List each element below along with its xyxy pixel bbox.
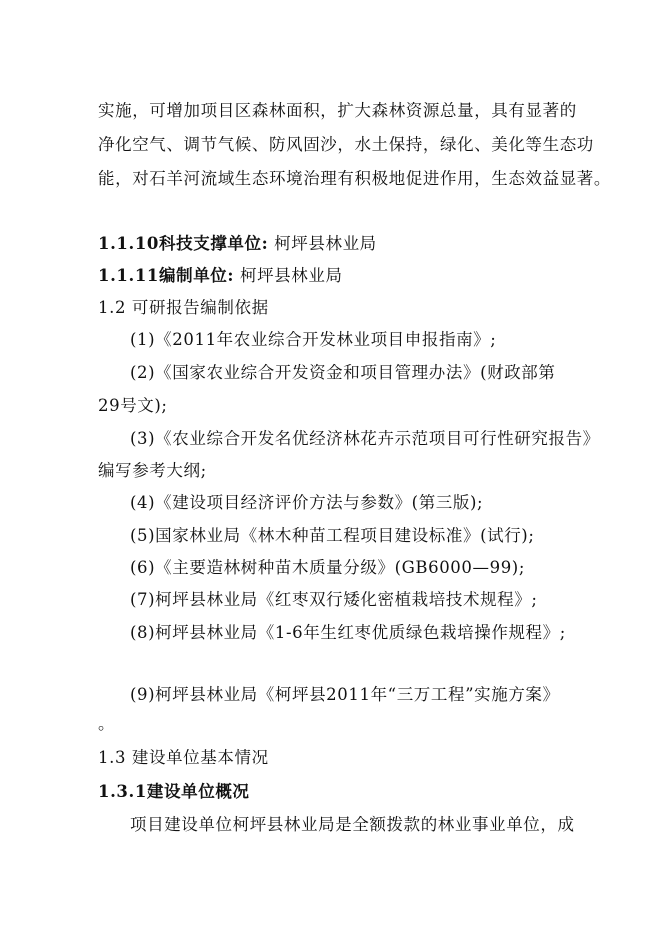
heading-1-2: 1.2 可研报告编制依据	[98, 298, 269, 317]
reference-item-continued: 。	[98, 714, 116, 733]
reference-item: (6)《主要造林树种苗木质量分级》(GB6000—99);	[130, 558, 525, 577]
reference-item-continued: 编写参考大纲;	[98, 461, 207, 480]
reference-item-continued: 29号文);	[98, 396, 168, 415]
heading-1-1-11	[98, 264, 343, 288]
reference-item: (8)柯坪县林业局《1-6年生红枣优质绿色栽培操作规程》;	[130, 623, 566, 642]
reference-item: (7)柯坪县林业局《红枣双行矮化密植栽培技术规程》;	[130, 590, 538, 609]
reference-item: (4)《建设项目经济评价方法与参数》(第三版);	[130, 493, 484, 512]
heading-value: 柯坪县林业局	[239, 266, 343, 285]
heading-1-1-10	[98, 232, 377, 256]
reference-item: (5)国家林业局《林木种苗工程项目建设标准》(试行);	[130, 526, 535, 545]
reference-item: (2)《国家农业综合开发资金和项目管理办法》(财政部第	[130, 363, 556, 382]
paragraph-line: 项目建设单位柯坪县林业局是全额拨款的林业事业单位，成	[130, 815, 575, 834]
heading-label: 1.1.10科技支撑单位:	[98, 234, 269, 253]
reference-item: (3)《农业综合开发名优经济林花卉示范项目可行性研究报告》	[130, 429, 600, 448]
heading-1-3-1: 1.3.1建设单位概况	[98, 782, 250, 801]
heading-label: 1.1.11编制单位:	[98, 266, 235, 285]
heading-value: 柯坪县林业局	[274, 234, 377, 253]
paragraph-line: 实施，可增加项目区森林面积，扩大森林资源总量，具有显著的	[98, 101, 577, 120]
paragraph-line: 净化空气、调节气候、防风固沙，水土保持，绿化、美化等生态功	[98, 135, 594, 154]
heading-1-3: 1.3 建设单位基本情况	[98, 748, 269, 767]
reference-item: (1)《2011年农业综合开发林业项目申报指南》;	[130, 330, 497, 349]
paragraph-line: 能，对石羊河流域生态环境治理有积极地促进作用，生态效益显著。	[98, 169, 611, 188]
reference-item: (9)柯坪县林业局《柯坪县2011年“三万工程”实施方案》	[130, 685, 560, 704]
